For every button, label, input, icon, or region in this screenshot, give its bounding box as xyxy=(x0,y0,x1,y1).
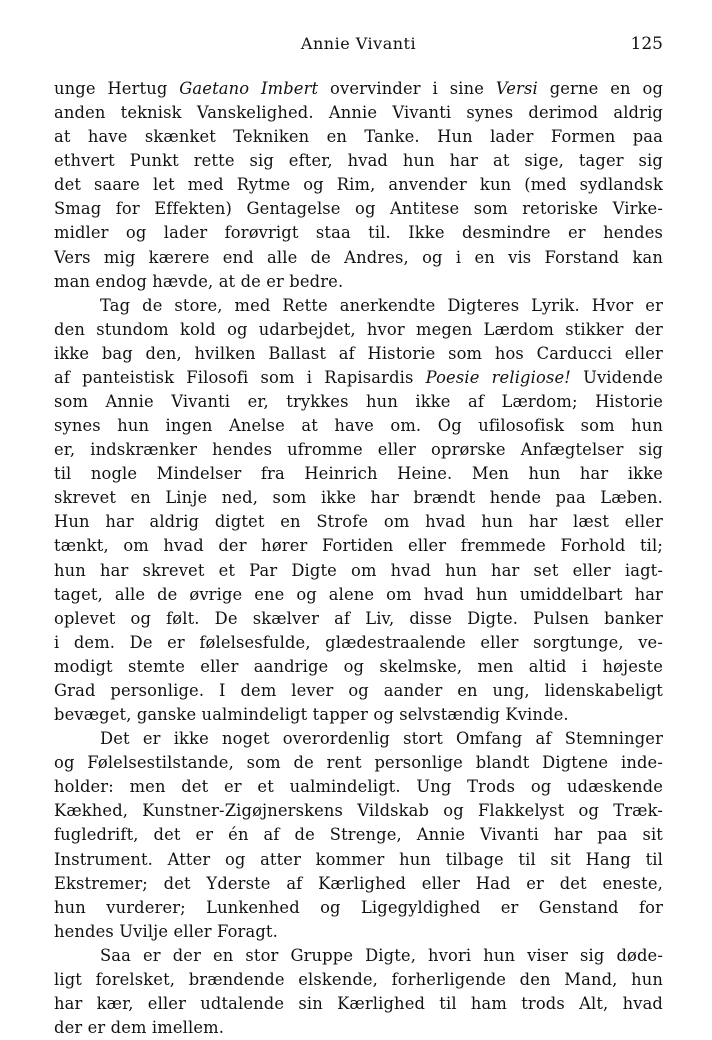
text-line: tænkt, om hvad der hører Fortiden eller fremmede Forhold til; xyxy=(54,536,663,556)
text-line: anden teknisk Vanskelighed. Annie Vivanti synes derimod aldrig xyxy=(54,103,663,123)
text-line: som Annie Vivanti er, trykkes hun ikke af Lærdom; Historie xyxy=(54,392,663,412)
text-line: og Følelsestilstande, som de rent personlige blandt Digtene inde- xyxy=(54,753,663,773)
text-line: ligt forelsket, brændende elskende, forherligende den Mand, hun xyxy=(54,969,663,989)
text-line: taget, alle de øvrige ene og alene om hvad hun umiddelbart har xyxy=(54,584,663,604)
text-line: hun har skrevet et Par Digte om hvad hun har set eller iagt- xyxy=(54,560,663,580)
text-line: ethvert Punkt rette sig efter, hvad hun har at sige, tager sig xyxy=(54,151,663,171)
text-line: Hun har aldrig digtet en Strofe om hvad hun har læst eller xyxy=(54,512,663,532)
text-line: Ekstremer; det Yderste af Kærlighed eller Had er det eneste, xyxy=(54,873,663,893)
text-line: at have skænket Tekniken en Tanke. Hun lader Formen paa xyxy=(54,127,663,147)
text-line: oplevet og følt. De skælver af Liv, disse Digte. Pulsen banker xyxy=(54,608,663,628)
page-number: 125 xyxy=(630,34,663,54)
text-line: Det er ikke noget overordenlig stort Omfang af Stemninger xyxy=(100,729,663,749)
text-line: holder: men det er et ualmindeligt. Ung Trods og udæskende xyxy=(54,777,663,797)
text-line: fugledrift, det er én af de Strenge, Annie Vivanti har paa sit xyxy=(54,825,663,845)
text-line: unge Hertug Gaetano Imbert overvinder i sine Versi gerne en og xyxy=(54,79,663,98)
text-line: i dem. De er følelsesfulde, glædestraalende eller sorgtunge, ve- xyxy=(54,632,663,652)
text-line: Tag de store, med Rette anerkendte Digteres Lyrik. Hvor er xyxy=(100,295,663,315)
text-line: Instrument. Atter og atter kommer hun tilbage til sit Hang til xyxy=(54,849,663,869)
text-line: til nogle Mindelser fra Heinrich Heine. Men hun har ikke xyxy=(54,464,663,484)
text-line: Kækhed, Kunstner-Zigøjnerskens Vildskab og Flakkelyst og Træk- xyxy=(54,801,663,821)
text-line: den stundom kold og udarbejdet, hvor megen Lærdom stikker der xyxy=(54,319,663,339)
text-line: hendes Uvilje eller Foragt. xyxy=(54,921,278,941)
text-line: modigt stemte eller aandrige og skelmske, men altid i højeste xyxy=(54,656,663,676)
text-line: Smag for Effekten) Gentagelse og Antitese som retoriske Virke- xyxy=(54,199,663,219)
running-head xyxy=(54,34,663,58)
running-title: Annie Vivanti xyxy=(300,34,417,53)
text-line: Vers mig kærere end alle de Andres, og i en vis Forstand kan xyxy=(54,247,663,267)
text-line: synes hun ingen Anelse at have om. Og ufilosofisk som hun xyxy=(54,416,663,436)
text-line: der er dem imellem. xyxy=(54,1018,225,1038)
text-line: skrevet en Linje ned, som ikke har brændt hende paa Læben. xyxy=(54,488,663,508)
body-text xyxy=(54,77,663,1040)
text-line: er, indskrænker hendes ufromme eller oprørske Anfægtelser sig xyxy=(54,440,663,460)
text-line: ikke bag den, hvilken Ballast af Historie som hos Carducci eller xyxy=(54,343,663,363)
text-line: Saa er der en stor Gruppe Digte, hvori hun viser sig døde- xyxy=(100,945,663,965)
text-line: af panteistisk Filosofi som i Rapisardis Poesie religiose! Uvidende xyxy=(54,367,663,387)
text-line: bevæget, ganske ualmindeligt tapper og selvstændig Kvinde. xyxy=(54,705,569,725)
text-line: har kær, eller udtalende sin Kærlighed til ham trods Alt, hvad xyxy=(54,993,663,1013)
text-line: man endog hævde, at de er bedre. xyxy=(54,271,344,291)
text-line: Grad personlige. I dem lever og aander en ung, lidenskabeligt xyxy=(54,680,663,700)
text-line: det saare let med Rytme og Rim, anvender kun (med sydlandsk xyxy=(54,175,663,195)
text-line: midler og lader forøvrigt staa til. Ikke desmindre er hendes xyxy=(54,223,663,243)
text-line: hun vurderer; Lunkenhed og Ligegyldighed er Genstand for xyxy=(54,897,663,917)
